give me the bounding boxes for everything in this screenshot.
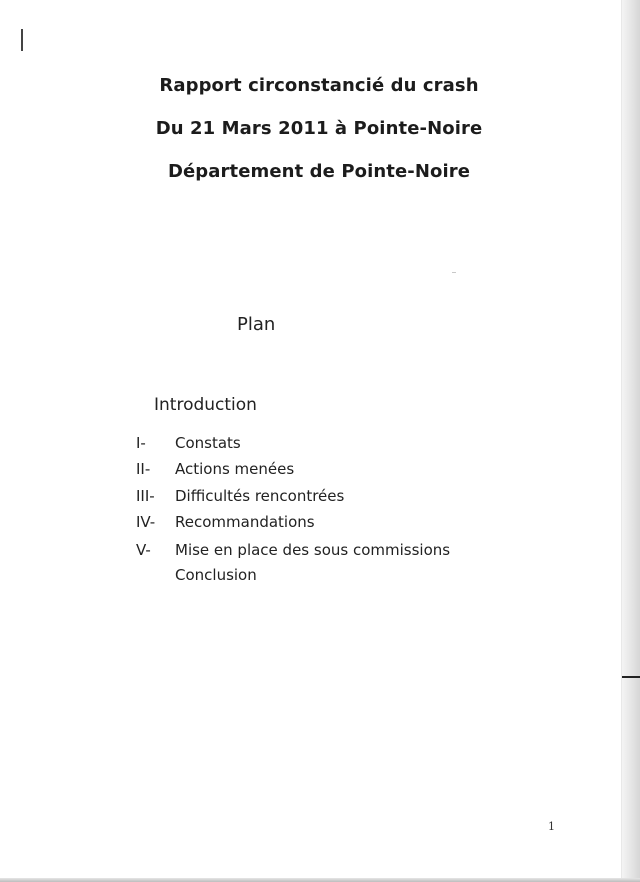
toc-item-label: Constats [175,434,241,452]
page-number: 1 [548,820,555,833]
toc-introduction: Introduction [154,395,257,415]
toc-item-label: Recommandations [175,513,315,531]
toc-item-number: II- [136,460,151,478]
scan-edge-tick [622,676,640,678]
toc-item-label: Actions menées [175,460,295,478]
scan-speck [452,272,456,273]
toc-item-label: Difficultés rencontrées [175,487,345,505]
toc-item-number: IV- [136,513,156,531]
toc-conclusion: Conclusion [175,566,257,584]
scan-bottom-edge [0,878,640,882]
toc-item-label: Mise en place des sous commissions [175,541,451,559]
report-date-location: Du 21 Mars 2011 à Pointe-Noire [155,118,483,139]
toc-item-number: I- [136,434,146,452]
toc-item-number: V- [136,541,151,559]
scan-mark [21,29,23,51]
report-department: Département de Pointe-Noire [167,161,471,182]
plan-heading: Plan [237,314,276,335]
toc-item-number: III- [136,487,155,505]
report-title: Rapport circonstancié du crash [159,75,479,96]
